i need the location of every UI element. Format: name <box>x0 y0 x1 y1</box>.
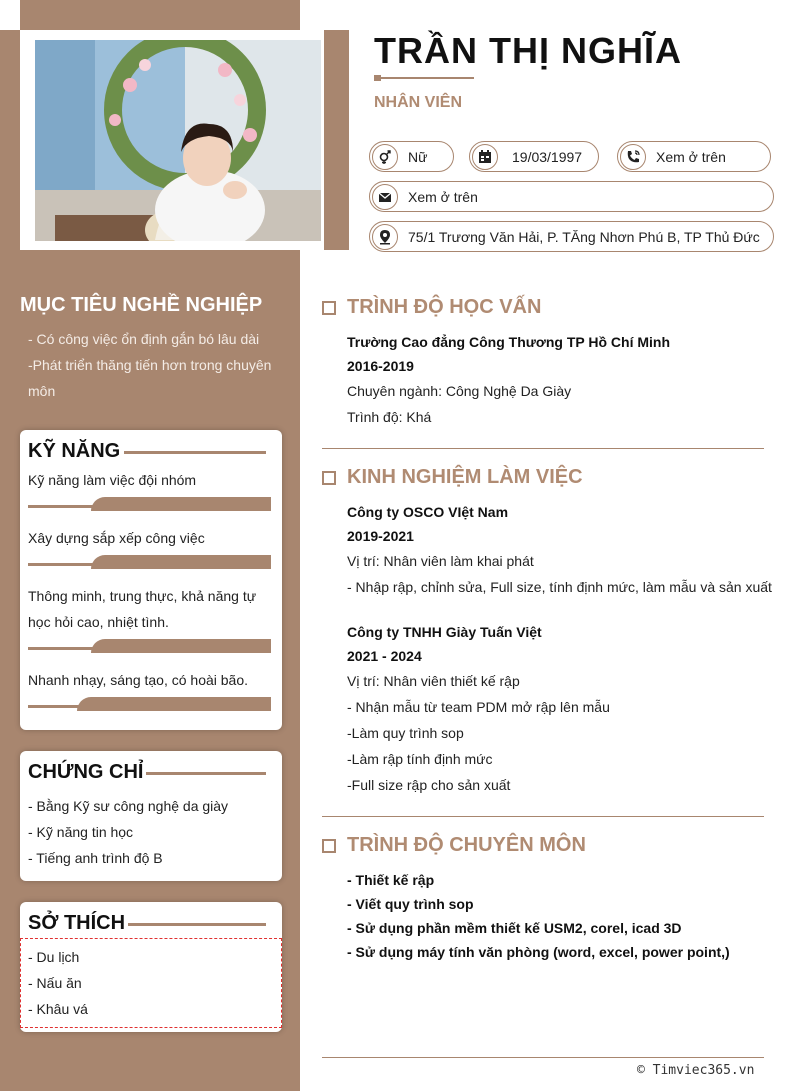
expertise-item: - Sử dụng phần mềm thiết kế USM2, corel, icad 3D <box>347 920 682 936</box>
hobby-item: - Khâu vá <box>28 1001 88 1017</box>
email-pill <box>369 181 774 212</box>
education-school: Trường Cao đẳng Công Thương TP Hồ Chí Minh <box>347 334 670 350</box>
hobbies-card <box>20 902 282 1032</box>
photo-accent-bar <box>324 30 349 250</box>
name-underline <box>374 77 474 79</box>
education-grade: Trình độ: Khá <box>347 409 432 425</box>
job-detail: - Nhập rập, chỉnh sửa, Full size, tính định mức, làm mẫu và sản xuất <box>347 579 772 595</box>
certificate-item: - Kỹ năng tin học <box>28 824 134 840</box>
job-detail: - Nhận mẫu từ team PDM mở rập lên mẫu <box>347 699 610 715</box>
expertise-section-title <box>322 834 586 857</box>
phone-pill <box>617 141 771 172</box>
address-pill <box>369 221 774 252</box>
job-company: Công ty OSCO VIệt Nam <box>347 504 509 520</box>
sidebar-cutout <box>0 0 20 30</box>
skill-level-bar <box>28 497 271 511</box>
footer-credit[interactable]: © Timviec365.vn <box>637 1063 755 1078</box>
job-years: 2021 - 2024 <box>347 648 422 664</box>
expertise-item: - Thiết kế rập <box>347 872 435 888</box>
birthday-value: 19/03/1997 <box>512 148 583 165</box>
job-detail: -Làm rập tính định mức <box>347 751 493 767</box>
skills-title-line <box>124 451 266 454</box>
calendar-icon <box>472 144 498 170</box>
candidate-role: NHÂN VIÊN <box>374 94 463 111</box>
avatar <box>35 40 321 241</box>
certificate-item: - Tiếng anh trình độ B <box>28 850 163 866</box>
skill-item: Thông minh, trung thực, khả năng tự <box>28 588 257 604</box>
skill-item: Xây dựng sắp xếp công việc <box>28 530 205 546</box>
section-divider <box>322 816 764 817</box>
expertise-item: - Viết quy trình sop <box>347 896 474 912</box>
phone-icon <box>620 144 646 170</box>
section-square-icon <box>322 471 336 485</box>
gender-value: Nữ <box>408 148 428 165</box>
job-detail: Vị trí: Nhân viên thiết kế rập <box>347 673 520 689</box>
section-square-icon <box>322 839 336 853</box>
skill-level-bar <box>28 555 271 569</box>
certificate-item: - Bằng Kỹ sư công nghệ da giày <box>28 798 229 814</box>
job-detail: -Full size rập cho sản xuất <box>347 777 511 793</box>
skill-item: Nhanh nhạy, sáng tạo, có hoài bão. <box>28 672 249 688</box>
objective-line: - Có công việc ổn định gắn bó lâu dài <box>28 331 260 347</box>
hobbies-title-line <box>128 923 266 926</box>
job-detail: -Làm quy trình sop <box>347 725 464 741</box>
experience-section-title <box>322 466 583 489</box>
job-years: 2019-2021 <box>347 528 414 544</box>
gender-pill <box>369 141 454 172</box>
skills-title: KỸ NĂNG <box>28 440 121 462</box>
email-icon <box>372 184 398 210</box>
section-divider <box>322 448 764 449</box>
hobby-item: - Du lịch <box>28 949 80 965</box>
skills-card <box>20 430 282 730</box>
skill-item: Kỹ năng làm việc đội nhóm <box>28 472 197 488</box>
job-company: Công ty TNHH Giày Tuấn Việt <box>347 624 542 640</box>
section-square-icon <box>322 301 336 315</box>
education-major: Chuyên ngành: Công Nghệ Da Giày <box>347 383 572 399</box>
experience-title-text: KINH NGHIỆM LÀM VIỆC <box>347 466 583 488</box>
objective-line: -Phát triển thăng tiến hơn trong chuyên <box>28 357 272 373</box>
email-value: Xem ở trên <box>408 188 478 205</box>
certificates-title-line <box>146 772 266 775</box>
expertise-title-text: TRÌNH ĐỘ CHUYÊN MÔN <box>347 834 586 856</box>
phone-value: Xem ở trên <box>656 148 726 165</box>
location-pin-icon <box>372 224 398 250</box>
candidate-name: TRẦN THỊ NGHĨA <box>374 30 682 71</box>
footer-divider <box>322 1057 764 1058</box>
education-section-title <box>322 296 541 319</box>
education-years: 2016-2019 <box>347 358 414 374</box>
job-detail: Vị trí: Nhân viên làm khai phát <box>347 553 534 569</box>
skill-item-continued: học hỏi cao, nhiệt tình. <box>28 614 169 630</box>
hobbies-title: SỞ THÍCH <box>28 912 126 934</box>
birthday-pill <box>469 141 599 172</box>
certificates-card <box>20 751 282 881</box>
address-value: 75/1 Trương Văn Hải, P. TĂng Nhơn Phú B, TP Thủ Đức <box>408 228 760 245</box>
certificates-title: CHỨNG CHỈ <box>28 761 144 783</box>
objective-line: môn <box>28 383 56 399</box>
expertise-item: - Sử dụng máy tính văn phòng (word, excel, power point,) <box>347 944 730 960</box>
skill-level-bar <box>28 639 271 653</box>
gender-icon <box>372 144 398 170</box>
skill-level-bar <box>28 697 271 711</box>
education-title-text: TRÌNH ĐỘ HỌC VẤN <box>347 296 542 318</box>
objective-title: MỤC TIÊU NGHỀ NGHIỆP <box>20 294 263 316</box>
name-underline-dot <box>374 75 381 81</box>
hobby-item: - Nấu ăn <box>28 975 82 991</box>
